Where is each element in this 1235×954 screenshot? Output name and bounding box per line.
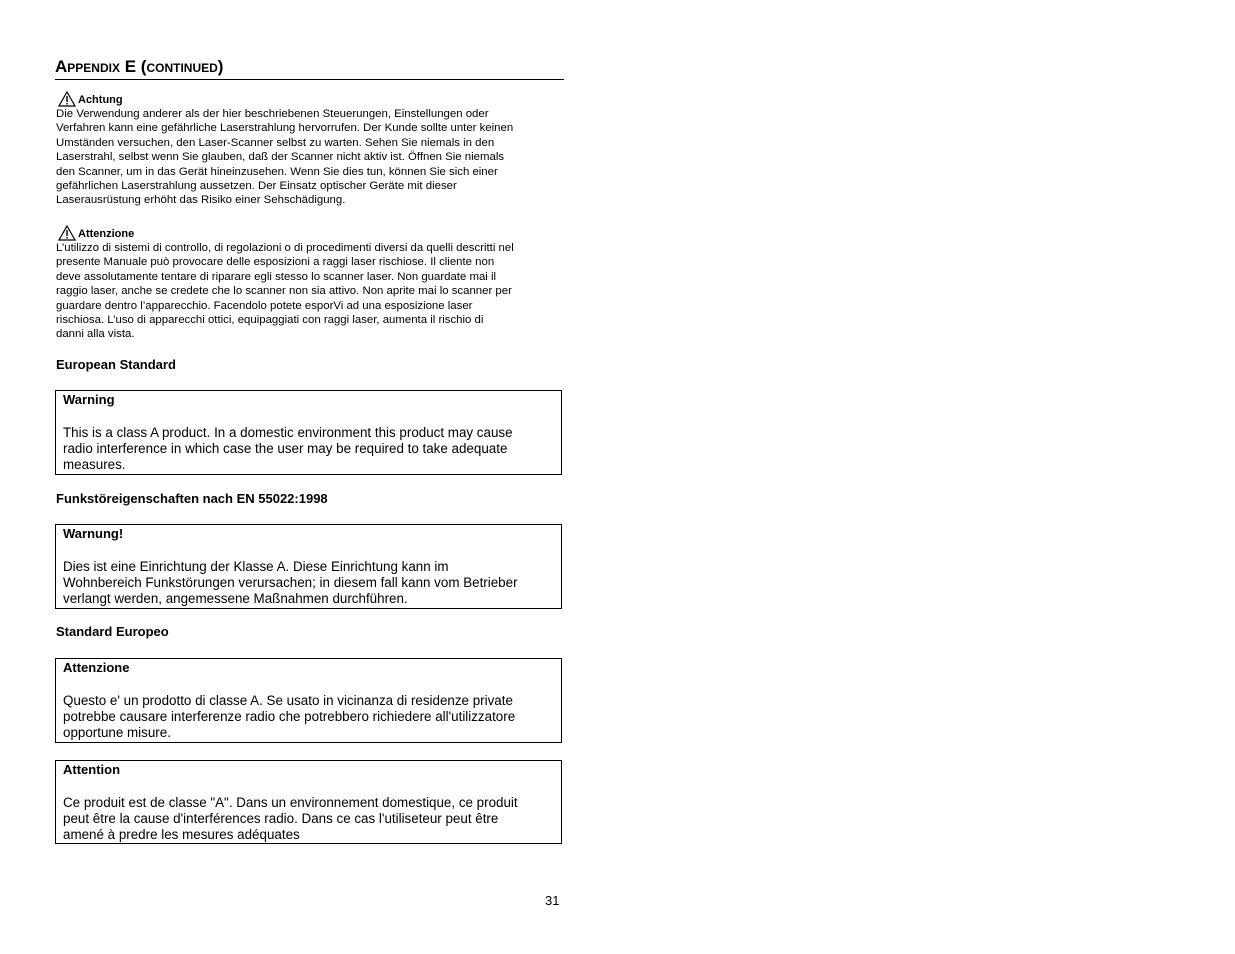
caution-attenzione bbox=[56, 223, 564, 342]
page-heading: Appendix E (continued) bbox=[55, 56, 564, 80]
caution-body: L’utilizzo di sistemi di controllo, di regolazioni o di procedimenti diversi da quelli descritti nel presente Manuale può provocare delle esposizioni a raggi laser rischiose. Il cliente non deve assolutamente tentare di riparare egli stesso lo scanner laser. Non guardate mai il raggio laser, anche se credete che lo scanner non sia attivo. Non aprite mai lo scanner per guardare dentro l’apparecchio. Facendolo potete esporVi ad una esposizione laser rischiosa. L’uso di apparecchi ottici, equipaggiati con raggi laser, aumenta il rischio di danni alla vista. bbox=[56, 242, 514, 341]
section-funk: Funkstöreigenschaften nach EN 55022:1998 bbox=[56, 491, 328, 506]
caution-title bbox=[56, 89, 564, 107]
page-number: 31 bbox=[545, 893, 560, 908]
caution-title bbox=[56, 223, 564, 241]
caution-title-text: Achtung bbox=[78, 94, 123, 106]
box-title: Warnung! bbox=[63, 526, 124, 541]
document-page bbox=[55, 0, 565, 954]
box-body: Dies ist eine Einrichtung der Klasse A. Diese Einrichtung kann im Wohnbereich Funkstörungen verursachen; in diesem fall kann vom Betrieber verlangt werden, angemessene Maßnahmen durchführen. bbox=[63, 559, 518, 607]
box-body: Ce produit est de classe "A". Dans un environnement domestique, ce produit peut être la cause d'interférences radio. Dans ce cas l'utiliseteur peut être amené à predre les mesures adéquates bbox=[63, 795, 518, 843]
warning-box-italian bbox=[55, 658, 562, 743]
box-body: This is a class A product. In a domestic environment this product may cause radio interference in which case the user may be required to take adequate measures. bbox=[63, 425, 513, 473]
heading-letter: E bbox=[124, 57, 137, 76]
box-body: Questo e' un prodotto di classe A. Se usato in vicinanza di residenze private potrebbe causare interferenze radio che potrebbero richiedere all'utilizzatore opportune misure. bbox=[63, 693, 516, 741]
heading-continued: continued bbox=[146, 57, 218, 76]
warning-triangle-icon bbox=[58, 91, 76, 107]
box-title: Attention bbox=[63, 762, 121, 777]
heading-prefix-letter: A bbox=[55, 57, 68, 76]
section-european-standard: European Standard bbox=[56, 357, 176, 372]
caution-achtung bbox=[56, 89, 564, 208]
box-title: Warning bbox=[63, 392, 115, 407]
caution-body: Die Verwendung anderer als der hier beschriebenen Steuerungen, Einstellungen oder Verfahren kann eine gefährliche Laserstrahlung hervorrufen. Der Kunde sollte unter keinen Umständen versuchen, den Laser-Scanner selbst zu warten. Sehen Sie niemals in den Laserstrahl, selbst wenn Sie glauben, daß der Scanner nicht aktiv ist. Öffnen Sie niemals den Scanner, um in das Gerät hineinzusehen. Wenn Sie dies tun, können Sie sich einer gefährlichen Laserstrahlung aussetzen. Der Einsatz optischer Geräte mit dieser Laserausrüstung erhöht das Risiko einer Sehschädigung. bbox=[56, 108, 514, 207]
box-title: Attenzione bbox=[63, 660, 130, 675]
warning-box-english bbox=[55, 390, 562, 475]
warning-triangle-icon bbox=[58, 225, 76, 241]
warning-box-german bbox=[55, 524, 562, 609]
caution-title-text: Attenzione bbox=[78, 228, 135, 240]
section-standard-europeo: Standard Europeo bbox=[56, 624, 169, 639]
heading-prefix-rest: ppendix bbox=[67, 57, 120, 76]
warning-box-french bbox=[55, 760, 562, 844]
